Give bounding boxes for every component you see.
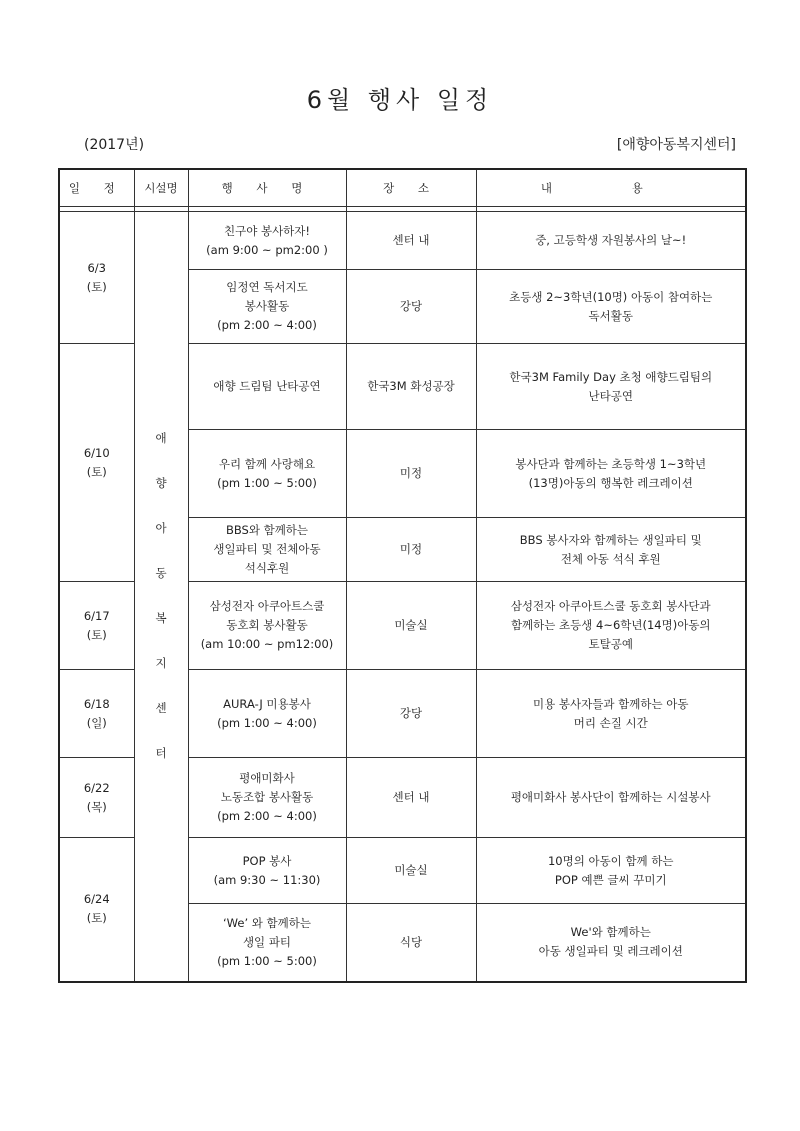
event-name-line: (pm 1:00 ~ 5:00) bbox=[217, 475, 317, 490]
page-title: 6월 행사 일정 bbox=[306, 86, 494, 114]
event-name-cell bbox=[188, 758, 346, 838]
date-line: 6/22 bbox=[83, 780, 110, 795]
content-cell bbox=[476, 344, 746, 430]
schedule-row bbox=[59, 212, 746, 270]
place-line: 센터 내 bbox=[392, 233, 430, 247]
date-line: (토) bbox=[86, 911, 107, 926]
content-line: 삼성전자 아쿠아트스쿨 동호회 봉사단과 bbox=[510, 599, 711, 613]
date-cell bbox=[59, 212, 134, 344]
date-cell bbox=[59, 670, 134, 758]
date-line: 6/3 bbox=[87, 260, 106, 275]
content-cell bbox=[476, 838, 746, 904]
event-name-line: 노동조합 봉사활동 bbox=[220, 790, 314, 804]
place-cell bbox=[346, 582, 476, 670]
content-cell bbox=[476, 670, 746, 758]
year-label: (2017년) bbox=[84, 137, 145, 153]
header-date: 일 정 bbox=[59, 169, 134, 207]
event-name-cell bbox=[188, 670, 346, 758]
event-name-cell bbox=[188, 212, 346, 270]
event-name-line: 애향 드림팀 난타공연 bbox=[213, 379, 321, 393]
event-name-cell bbox=[188, 430, 346, 518]
event-name-line: ‘We’ 와 함께하는 bbox=[223, 915, 311, 930]
event-name-line: (pm 1:00 ~ 4:00) bbox=[217, 715, 317, 730]
content-cell bbox=[476, 904, 746, 982]
event-name-cell bbox=[188, 582, 346, 670]
facility-char: 아 bbox=[155, 521, 167, 536]
content-cell bbox=[476, 582, 746, 670]
place-cell bbox=[346, 430, 476, 518]
event-name-line: 생일파티 및 전체아동 bbox=[213, 542, 321, 556]
facility-cell bbox=[134, 212, 188, 982]
date-cell bbox=[59, 838, 134, 982]
event-name-line: 석식후원 bbox=[244, 561, 290, 575]
event-name-cell bbox=[188, 904, 346, 982]
place-line: 센터 내 bbox=[392, 790, 430, 804]
event-name-line: 동호회 봉사활동 bbox=[226, 618, 308, 632]
place-cell bbox=[346, 212, 476, 270]
event-name-line: 봉사활동 bbox=[244, 299, 290, 313]
content-line: 초등생 2~3학년(10명) 아동이 참여하는 bbox=[509, 289, 713, 304]
event-name-line: (pm 2:00 ~ 4:00) bbox=[217, 809, 317, 823]
facility-char: 센 bbox=[155, 701, 167, 716]
date-line: 6/18 bbox=[83, 696, 110, 711]
event-name-line: 평애미화사 bbox=[239, 771, 295, 785]
content-line: 머리 손질 시간 bbox=[573, 715, 648, 730]
place-line: 식당 bbox=[399, 934, 423, 949]
content-line: 함께하는 초등생 4~6학년(14명)아동의 bbox=[510, 618, 711, 632]
event-name-line: 삼성전자 아쿠아트스쿨 bbox=[209, 599, 325, 613]
event-name-cell bbox=[188, 838, 346, 904]
event-name-line: POP 봉사 bbox=[242, 853, 292, 868]
date-line: (목) bbox=[86, 799, 107, 814]
date-line: (토) bbox=[86, 464, 107, 479]
place-line: 미술실 bbox=[394, 863, 428, 877]
date-cell bbox=[59, 344, 134, 582]
place-cell bbox=[346, 670, 476, 758]
place-cell bbox=[346, 758, 476, 838]
content-line: BBS 봉사자와 함께하는 생일파티 및 bbox=[519, 532, 702, 547]
facility-char: 애 bbox=[155, 431, 167, 446]
content-line: 미용 봉사자들과 함께하는 아동 bbox=[533, 696, 689, 711]
place-line: 미술실 bbox=[394, 618, 428, 632]
content-line: 중, 고등학생 자원봉사의 날~! bbox=[535, 233, 687, 247]
schedule-table bbox=[58, 168, 747, 983]
date-line: 6/10 bbox=[83, 445, 110, 460]
facility-char: 향 bbox=[155, 476, 167, 491]
facility-char: 터 bbox=[155, 746, 167, 761]
place-line: 강당 bbox=[399, 706, 423, 720]
event-name-line: (am 9:30 ~ 11:30) bbox=[213, 872, 321, 887]
content-cell bbox=[476, 212, 746, 270]
date-line: (일) bbox=[86, 715, 107, 730]
date-line: 6/17 bbox=[83, 608, 110, 623]
place-line: 한국3M 화성공장 bbox=[367, 379, 455, 393]
place-cell bbox=[346, 518, 476, 582]
place-cell bbox=[346, 270, 476, 344]
event-name-line: AURA-J 미용봉사 bbox=[223, 696, 311, 711]
facility-char: 동 bbox=[155, 566, 167, 581]
event-name-line: 생일 파티 bbox=[242, 934, 292, 949]
place-cell bbox=[346, 344, 476, 430]
event-name-line: (am 10:00 ~ pm12:00) bbox=[200, 637, 334, 651]
event-name-line: 임정연 독서지도 bbox=[226, 280, 308, 294]
place-line: 미정 bbox=[399, 542, 423, 556]
content-line: 토탈공예 bbox=[588, 637, 633, 651]
content-line: (13명)아동의 행복한 레크레이션 bbox=[528, 475, 693, 490]
facility-char: 지 bbox=[155, 656, 167, 671]
date-line: (토) bbox=[86, 279, 107, 294]
event-name-line: BBS와 함께하는 bbox=[225, 523, 309, 537]
content-line: We'와 함께하는 bbox=[570, 925, 651, 940]
content-line: 아동 생일파티 및 레크레이션 bbox=[538, 944, 683, 959]
content-line: 평애미화사 봉사단이 함께하는 시설봉사 bbox=[510, 790, 711, 804]
facility-char: 복 bbox=[155, 611, 167, 626]
content-line: 봉사단과 함께하는 초등학생 1~3학년 bbox=[515, 456, 707, 471]
place-line: 미정 bbox=[399, 466, 423, 480]
content-line: 난타공연 bbox=[588, 388, 633, 403]
event-name-cell bbox=[188, 270, 346, 344]
content-line: 전체 아동 석식 후원 bbox=[560, 551, 661, 566]
content-line: 독서활동 bbox=[588, 308, 633, 323]
event-name-line: 친구야 봉사하자! bbox=[223, 223, 311, 238]
place-cell bbox=[346, 904, 476, 982]
content-cell bbox=[476, 270, 746, 344]
content-cell bbox=[476, 758, 746, 838]
content-cell bbox=[476, 518, 746, 582]
date-line: 6/24 bbox=[83, 892, 110, 907]
event-name-cell bbox=[188, 518, 346, 582]
header-content: 내 용 bbox=[476, 169, 746, 207]
event-name-line: (pm 1:00 ~ 5:00) bbox=[217, 953, 317, 968]
event-name-line: (am 9:00 ~ pm2:00 ) bbox=[206, 242, 328, 257]
date-cell bbox=[59, 758, 134, 838]
date-line: (토) bbox=[86, 627, 107, 642]
header-row bbox=[59, 169, 746, 207]
content-line: POP 예쁜 글씨 꾸미기 bbox=[554, 872, 667, 887]
header-facility: 시설명 bbox=[134, 169, 188, 207]
organization-label: [애향아동복지센터] bbox=[616, 137, 736, 153]
event-name-line: 우리 함께 사랑해요 bbox=[218, 456, 316, 471]
place-cell bbox=[346, 838, 476, 904]
header-event: 행 사 명 bbox=[188, 169, 346, 207]
content-line: 한국3M Family Day 초청 애향드림팀의 bbox=[509, 369, 713, 384]
content-line: 10명의 아동이 함께 하는 bbox=[547, 853, 674, 868]
content-cell bbox=[476, 430, 746, 518]
event-name-line: (pm 2:00 ~ 4:00) bbox=[217, 318, 317, 332]
place-line: 강당 bbox=[399, 299, 423, 313]
header-place: 장 소 bbox=[346, 169, 476, 207]
event-name-cell bbox=[188, 344, 346, 430]
date-cell bbox=[59, 582, 134, 670]
